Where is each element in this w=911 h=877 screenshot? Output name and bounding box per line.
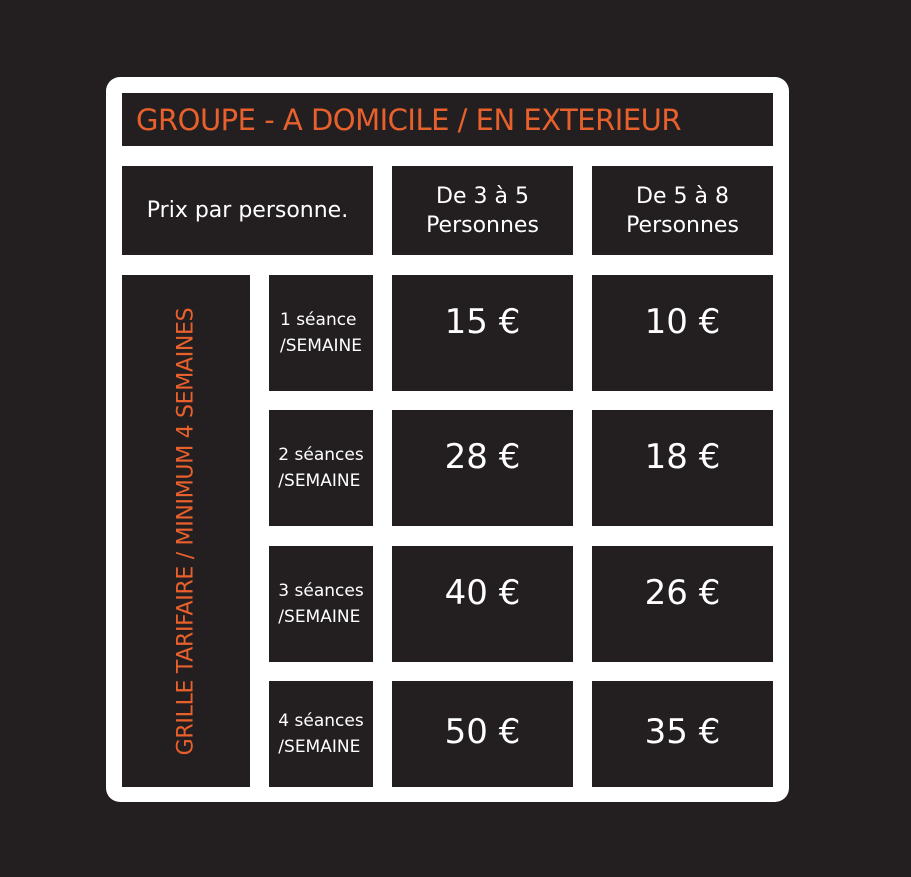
price-cell [592, 275, 773, 391]
header-col-3-5-line2: Personnes [426, 212, 539, 238]
header-label: Prix par personne. [146, 198, 349, 223]
header-col-5-8-line2: Personnes [626, 212, 739, 238]
price-cell [592, 546, 773, 662]
price-3-5: 28 € [444, 437, 521, 477]
price-5-8: 35 € [644, 712, 721, 752]
sessions-cell-3 [269, 546, 373, 662]
side-label: GRILLE TARIFAIRE / MINIMUM 4 SEMAINES [173, 307, 199, 755]
page-title: GROUPE - A DOMICILE / EN EXTERIEUR [136, 102, 682, 137]
price-3-5: 50 € [444, 712, 521, 752]
sessions-label: 1 séance [279, 310, 357, 330]
price-cell [592, 681, 773, 787]
price-cell [392, 681, 573, 787]
header-col-3-5 [392, 166, 573, 255]
side-label-cell [122, 275, 250, 787]
price-5-8: 10 € [644, 302, 721, 342]
sessions-cell-4 [269, 681, 373, 787]
sessions-unit: /SEMAINE [279, 336, 363, 356]
price-5-8: 26 € [644, 573, 721, 613]
price-3-5: 15 € [444, 302, 521, 342]
price-cell [592, 410, 773, 526]
price-cell [392, 546, 573, 662]
header-col-5-8-line1: De 5 à 8 [636, 183, 729, 209]
sessions-label: 4 séances [278, 711, 364, 731]
sessions-label: 3 séances [278, 581, 364, 601]
title-bar [122, 93, 773, 146]
sessions-unit: /SEMAINE [278, 607, 361, 627]
sessions-cell-1 [269, 275, 373, 391]
sessions-unit: /SEMAINE [278, 737, 361, 757]
pricing-table [106, 77, 789, 802]
sessions-cell-2 [269, 410, 373, 526]
sessions-label: 2 séances [278, 445, 364, 465]
header-col-5-8 [592, 166, 773, 255]
price-cell [392, 410, 573, 526]
header-col-3-5-line1: De 3 à 5 [436, 183, 529, 209]
sessions-unit: /SEMAINE [278, 471, 361, 491]
price-5-8: 18 € [644, 437, 721, 477]
price-3-5: 40 € [444, 573, 521, 613]
price-cell [392, 275, 573, 391]
header-label-cell [122, 166, 373, 255]
